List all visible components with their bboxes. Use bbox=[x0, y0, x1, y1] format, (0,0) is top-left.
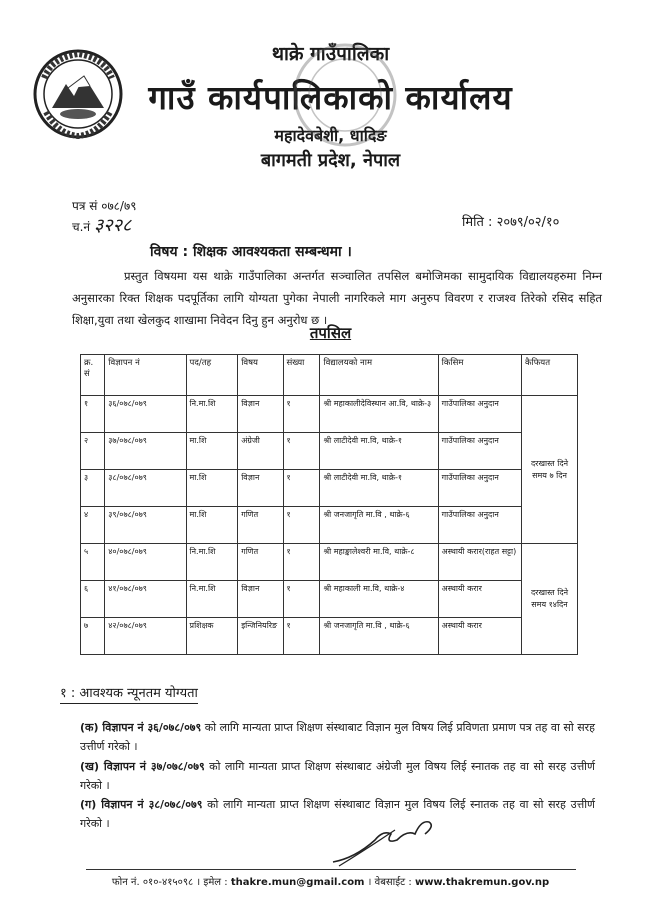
cell: श्री लाटीदेवी मा.वि, थाक्रे-१ bbox=[320, 470, 438, 507]
chalani-label: च.नं bbox=[72, 220, 91, 234]
cell: ४२/०७८/०७९ bbox=[105, 618, 186, 655]
office-seal-icon bbox=[290, 40, 400, 150]
table-row bbox=[81, 507, 578, 544]
table-row bbox=[81, 433, 578, 470]
office-title: गाउँ कार्यपालिकाको कार्यालय bbox=[148, 78, 513, 117]
requirement-item bbox=[80, 757, 595, 795]
vacancy-table bbox=[80, 354, 578, 655]
cell: श्री महाकाली मा.वि, थाक्रे-४ bbox=[320, 581, 438, 618]
col-serial: क्र. सं bbox=[81, 355, 105, 396]
cell: ३९/०७८/०७९ bbox=[105, 507, 186, 544]
table-row bbox=[81, 618, 578, 655]
chalani-value: ३२२८ bbox=[93, 215, 132, 236]
cell: ४०/०७८/०७९ bbox=[105, 544, 186, 581]
cell: १ bbox=[283, 618, 320, 655]
remarks-cell: दरखास्त दिने समय १४दिन bbox=[522, 544, 578, 655]
footer-website-label: । वेबसाईट : bbox=[367, 877, 412, 888]
cell: इन्जिनियरिङ bbox=[238, 618, 283, 655]
table-header-row bbox=[81, 355, 578, 396]
cell: २ bbox=[81, 433, 105, 470]
cell: श्री महाकालीदेविस्थान आ.वि, थाक्रे-३ bbox=[320, 396, 438, 433]
cell: मा.शि bbox=[186, 507, 238, 544]
cell: श्री जनजागृति मा.वि , थाक्रे-६ bbox=[320, 507, 438, 544]
office-location: महादेवबेशी, धादिङ bbox=[274, 126, 387, 145]
footer-website[interactable]: www.thakremun.gov.np bbox=[414, 877, 550, 888]
patra-label: पत्र सं bbox=[72, 199, 98, 213]
col-remarks: कैफियत bbox=[522, 355, 578, 396]
cell: ४ bbox=[81, 507, 105, 544]
municipality-name: थाक्रे गाउँपालिका bbox=[271, 43, 390, 65]
cell: मा.शि bbox=[186, 470, 238, 507]
table-title: तपसिल bbox=[309, 324, 352, 342]
cell: अंग्रेजी bbox=[238, 433, 283, 470]
col-ad-number: विज्ञापन नं bbox=[105, 355, 186, 396]
cell: विज्ञान bbox=[238, 581, 283, 618]
cell: ३७/०७८/०७९ bbox=[105, 433, 186, 470]
cell: ७ bbox=[81, 618, 105, 655]
cell: प्रशिक्षक bbox=[186, 618, 238, 655]
cell: ३ bbox=[81, 470, 105, 507]
cell: अस्थायी करार bbox=[438, 618, 521, 655]
date-label: मिति : bbox=[462, 215, 493, 230]
cell: १ bbox=[283, 396, 320, 433]
requirement-text: को लागि मान्यता प्राप्त शिक्षण संस्थाबाट अंग्रेजी मुल विषय लिई स्नातक तह वा सो सरह उत्तीर्ण गरेको । bbox=[80, 760, 595, 792]
table-row bbox=[81, 470, 578, 507]
footer-divider bbox=[86, 869, 576, 870]
footer-email-label: इमेल : bbox=[203, 877, 228, 888]
cell: १ bbox=[81, 396, 105, 433]
requirements-heading: १ : आवश्यक न्यूनतम योग्यता bbox=[60, 683, 198, 704]
cell: १ bbox=[283, 544, 320, 581]
col-subject: विषय bbox=[238, 355, 283, 396]
cell: श्री जनजागृति मा.वि , थाक्रे-६ bbox=[320, 618, 438, 655]
table-row bbox=[81, 581, 578, 618]
col-type: किसिम bbox=[438, 355, 521, 396]
cell: श्री लाटीदेवी मा.वि, थाक्रे-१ bbox=[320, 433, 438, 470]
cell: गणित bbox=[238, 544, 283, 581]
cell: १ bbox=[283, 470, 320, 507]
cell: ६ bbox=[81, 581, 105, 618]
cell: अस्थायी करार(राहत सट्टा) bbox=[438, 544, 521, 581]
requirement-item bbox=[80, 718, 595, 756]
cell: नि.मा.शि bbox=[186, 581, 238, 618]
cell: नि.मा.शि bbox=[186, 396, 238, 433]
letter-date bbox=[462, 212, 559, 230]
requirement-label: (ग) विज्ञापन नं ३८/०७८/०७९ bbox=[80, 798, 203, 811]
cell: ३६/०७८/०७९ bbox=[105, 396, 186, 433]
letter-body: प्रस्तुत विषयमा यस थाक्रे गाउँपालिका अन्तर्गत सञ्चालित तपसिल बमोजिमका सामुदायिक विद्यालयहरुमा निम्न अनुसारका रिक्त शिक्षक पदपूर्तिका लागि योग्यता पुगेका नेपाली नागरिकले माग अनुरुप विवरण र राजश्व तिरेको रसिद सहित शिक्षा,युवा तथा खेलकुद शाखामा निवेदन दिनु हुन अनुरोध छ । bbox=[72, 269, 602, 327]
cell: गाउँपालिका अनुदान bbox=[438, 433, 521, 470]
cell: गाउँपालिका अनुदान bbox=[438, 507, 521, 544]
patra-value: ०७८/७९ bbox=[101, 199, 137, 213]
requirement-label: (ख) विज्ञापन नं ३७/०७८/०७९ bbox=[80, 760, 205, 773]
cell: ५ bbox=[81, 544, 105, 581]
cell: विज्ञान bbox=[238, 396, 283, 433]
cell: गाउँपालिका अनुदान bbox=[438, 470, 521, 507]
footer-email[interactable]: thakre.mun@gmail.com bbox=[230, 877, 365, 888]
cell: ४१/०७८/०७९ bbox=[105, 581, 186, 618]
letter-subject: विषय : शिक्षक आवश्यकता सम्बन्धमा । bbox=[150, 244, 352, 260]
footer-contact bbox=[0, 874, 661, 888]
col-post: पद/तह bbox=[186, 355, 238, 396]
cell: १ bbox=[283, 433, 320, 470]
cell: ३८/०७८/०७९ bbox=[105, 470, 186, 507]
cell: श्री महाङ्कालेश्वरी मा.वि, थाक्रे-८ bbox=[320, 544, 438, 581]
table-row bbox=[81, 544, 578, 581]
patra-number bbox=[72, 197, 136, 214]
cell: गाउँपालिका अनुदान bbox=[438, 396, 521, 433]
cell: १ bbox=[283, 581, 320, 618]
signature-icon bbox=[325, 800, 445, 870]
cell: अस्थायी करार bbox=[438, 581, 521, 618]
requirement-text: को लागि मान्यता प्राप्त शिक्षण संस्थाबाट विज्ञान मुल विषय लिई स्नातक तह वा सो सरह उत्तीर्ण गरेको । bbox=[80, 798, 595, 830]
footer-phone: फोन नं. ०१०-४१५०९८ । bbox=[111, 877, 201, 888]
cell: नि.मा.शि bbox=[186, 544, 238, 581]
cell: मा.शि bbox=[186, 433, 238, 470]
remarks-cell: दरखास्त दिने समय ७ दिन bbox=[522, 396, 578, 544]
col-school: विद्यालयको नाम bbox=[320, 355, 438, 396]
table-row bbox=[81, 396, 578, 433]
requirement-text: को लागि मान्यता प्राप्त शिक्षण संस्थाबाट विज्ञान मुल विषय लिई प्रविणता प्रमाण पत्र तह वा सो सरह उत्तीर्ण गरेको । bbox=[80, 721, 595, 753]
cell: गणित bbox=[238, 507, 283, 544]
requirement-label: (क) विज्ञापन नं ३६/०७८/०७९ bbox=[80, 721, 202, 734]
cell: विज्ञान bbox=[238, 470, 283, 507]
chalani-number bbox=[72, 213, 131, 237]
cell: १ bbox=[283, 507, 320, 544]
date-value: २०७९/०२/१० bbox=[496, 215, 560, 230]
col-count: संख्या bbox=[283, 355, 320, 396]
province-name: बागमती प्रदेश, नेपाल bbox=[260, 150, 401, 171]
